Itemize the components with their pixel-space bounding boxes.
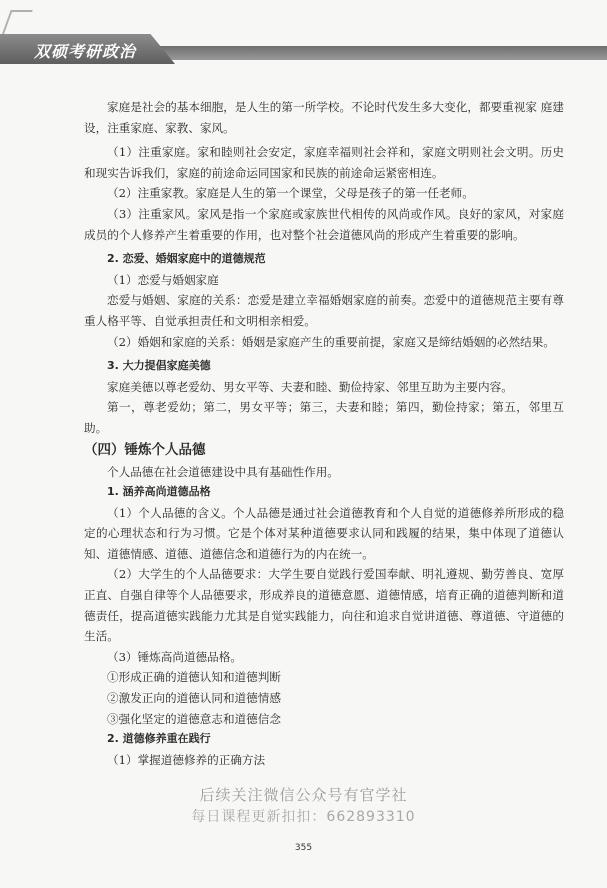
- header-corner-decoration: [1, 10, 32, 36]
- header-title: 双硕考研政治: [34, 42, 137, 61]
- list-item: ③强化坚定的道德意志和道德信念: [107, 711, 281, 726]
- page-header: [0, 0, 607, 70]
- section-heading: 3. 大力提倡家庭美德: [107, 359, 211, 373]
- paragraph: （2）婚姻和家庭的关系：婚姻是家庭产生的重要前提，家庭又是缔结婚姻的必然结果。: [107, 334, 555, 349]
- section-heading: 2. 道德修养重在践行: [107, 732, 211, 746]
- section-heading: 2. 恋爱、婚姻家庭中的道德规范: [107, 252, 266, 266]
- section-heading: 1. 涵养高尚道德品格: [107, 485, 211, 499]
- list-item: ①形成正确的道德认知和道德判断: [107, 670, 281, 685]
- paragraph: （2）大学生的个人品德要求：大学生要自觉践行爱国奉献、明礼遵规、勤劳善良、宽厚正直、自强自律等个人品德要求，形成养良的道德意愿、道德情感，培育正确的道德判断和道德责任，提高道德实践能力尤其是自觉实践能力，向往和追求自觉讲道德、尊道德、守道德的生活。: [84, 567, 564, 644]
- paragraph: （1）个人品德的含义。个人品德是通过社会道德教育和个人自觉的道德修养所形成的稳定的心理状态和行为习惯。它是个体对某种道德要求认同和践履的结果，集中体现了道德认知、道德情感、道德、道德信念和道德行为的内在统一。: [84, 505, 564, 561]
- watermark-line-1: 后续关注微信公众号有官学社: [199, 786, 408, 804]
- paragraph: （2）注重家教。家庭是人生的第一个课堂，父母是孩子的第一任老师。: [107, 186, 474, 201]
- paragraph: （1）恋爱与婚姻家庭: [107, 272, 219, 287]
- paragraph: 恋爱与婚姻、家庭的关系：恋爱是建立幸福婚姻家庭的前奏。恋爱中的道德规范主要有尊重人格平等、自觉承担责任和文明相亲相爱。: [84, 293, 564, 328]
- paragraph: （1）注重家庭。家和睦则社会安定，家庭幸福则社会祥和，家庭文明则社会文明。历史和现实告诉我们，家庭的前途命运同国家和民族的前途命运紧密相连。: [84, 145, 564, 180]
- paragraph: （3）注重家风。家风是指一个家庭或家族世代相传的风尚或作风。良好的家风，对家庭成员的个人修养产生着重要的作用，也对整个社会道德风尚的形成产生着重要的影响。: [84, 206, 564, 242]
- watermark-line-2: 每日课程更新扣扣：662893310: [191, 809, 416, 825]
- paragraph: （3）锤炼高尚道德品格。: [107, 649, 242, 664]
- paragraph: 第一，尊老爱幼；第二，男女平等；第三，夫妻和睦；第四，勤俭持家；第五，邻里互助。: [84, 400, 564, 435]
- chapter-heading: （四）锤炼个人品德: [84, 441, 206, 458]
- page-number: 355: [294, 843, 313, 853]
- paragraph: 个人品德在社会道德建设中具有基础性作用。: [107, 464, 339, 479]
- page-content: [84, 97, 564, 770]
- list-item: ②激发正向的道德认同和道德情感: [107, 691, 281, 706]
- paragraph: 家庭是社会的基本细胞，是人生的第一所学校。不论时代发生多大变化，都要重视家 庭建设，注重家庭、家教、家风。: [84, 100, 564, 135]
- paragraph: 家庭美德以尊老爱幼、男女平等、夫妻和睦、勤俭持家、邻里互助为主要内容。: [107, 379, 513, 394]
- paragraph: （1）掌握道德修养的正确方法: [107, 752, 266, 767]
